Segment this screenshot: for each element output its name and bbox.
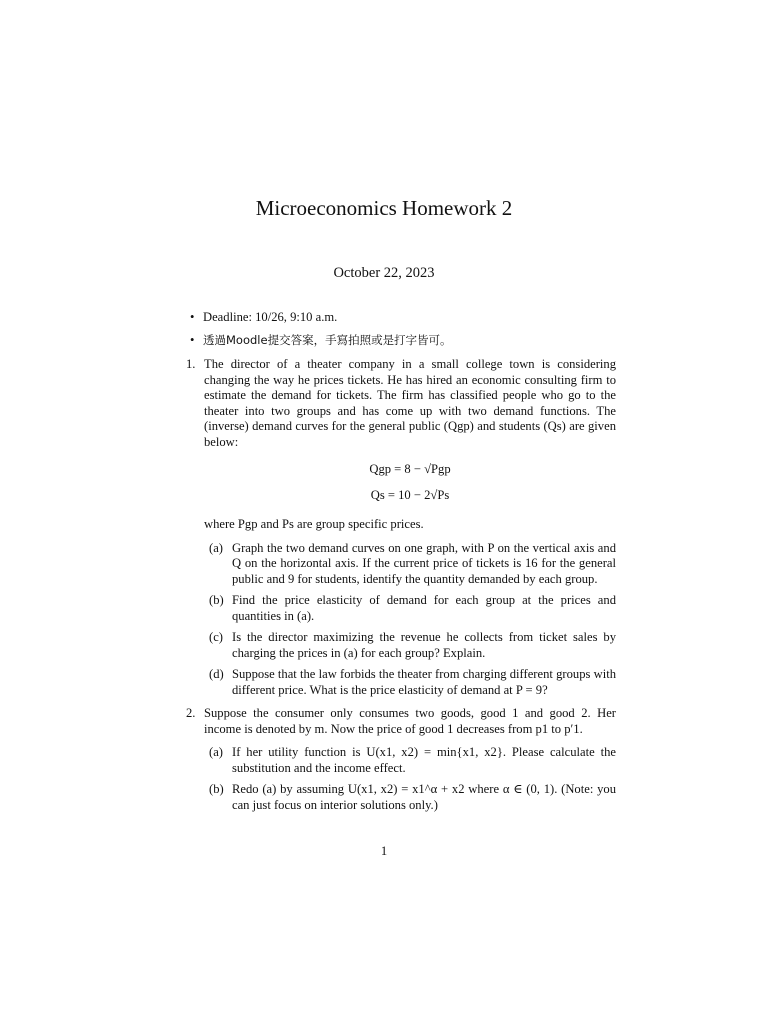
problem-1-parts xyxy=(204,541,616,699)
part-label: (a) xyxy=(209,745,223,759)
equation-students: Qs = 10 − 2√Ps xyxy=(370,487,450,502)
problem-2-parts xyxy=(204,745,616,813)
part-text: Is the director maximizing the revenue he collects from ticket sales by charging the prices in (a) for each group? Explain. xyxy=(232,630,616,660)
part-d xyxy=(204,667,616,698)
part-a xyxy=(204,745,616,776)
equation-general-public: Qgp = 8 − √Pgp xyxy=(369,462,451,476)
problem-2 xyxy=(186,706,616,813)
part-a xyxy=(204,541,616,588)
document-date: October 22, 2023 xyxy=(333,265,435,281)
info-bullets xyxy=(190,309,620,355)
problem-number: 2. xyxy=(186,706,196,720)
problem-1 xyxy=(186,357,616,698)
part-b xyxy=(204,593,616,624)
part-text: Redo (a) by assuming U(x1, x2) = x1^α + x2 where α ∈ (0, 1). (Note: you can just focus on interior solutions only.) xyxy=(232,782,616,812)
document-title: Microeconomics Homework 2 xyxy=(255,196,513,220)
page-number: 1 xyxy=(380,844,388,858)
part-label: (a) xyxy=(209,540,223,555)
problem-number: 1. xyxy=(186,357,196,371)
part-b xyxy=(204,782,616,813)
problem-2-text: Suppose the consumer only consumes two goods, good 1 and good 2. Her income is denoted by m. Now the price of good 1 decreases from p1 to p′1. xyxy=(204,706,616,736)
bullet-dot-icon: • xyxy=(190,310,195,324)
submission-text: 透過Moodle提交答案，手寫拍照或是打字皆可。 xyxy=(203,333,452,347)
bullet-deadline xyxy=(190,309,620,325)
part-text: If her utility function is U(x1, x2) = min{x1, x2}. Please calculate the substitution and the income effect. xyxy=(232,745,616,775)
part-text: Find the price elasticity of demand for each group at the prices and quantities in (a). xyxy=(232,593,616,623)
problem-1-text: The director of a theater company in a small college town is considering changing the way he prices tickets. He has hired an economic consulting firm to estimate the demand for tickets. The firm has classified people who go to the theater into two groups and has come up with two demand functions. The (inverse) demand curves for the general public (Qgp) and students (Qs) are given below: xyxy=(204,357,616,449)
part-text: Graph the two demand curves on one graph, with P on the vertical axis and Q on the horizontal axis. If the current price of tickets is 16 for the general public and 9 for students, identify the quantity demanded by each group. xyxy=(232,540,616,586)
part-label: (b) xyxy=(209,593,224,607)
problems-list xyxy=(186,357,616,819)
part-text: Suppose that the law forbids the theater from charging different groups with different price. What is the price elasticity of demand at P = 9? xyxy=(232,667,616,697)
deadline-text: Deadline: 10/26, 9:10 a.m. xyxy=(203,310,338,324)
part-label: (b) xyxy=(209,782,224,796)
problem-1-where: where Pgp and Ps are group specific prices. xyxy=(204,517,424,531)
part-c xyxy=(204,630,616,661)
part-label: (c) xyxy=(209,630,223,644)
bullet-submission xyxy=(190,332,620,348)
part-label: (d) xyxy=(209,667,224,681)
bullet-dot-icon: • xyxy=(190,333,195,347)
